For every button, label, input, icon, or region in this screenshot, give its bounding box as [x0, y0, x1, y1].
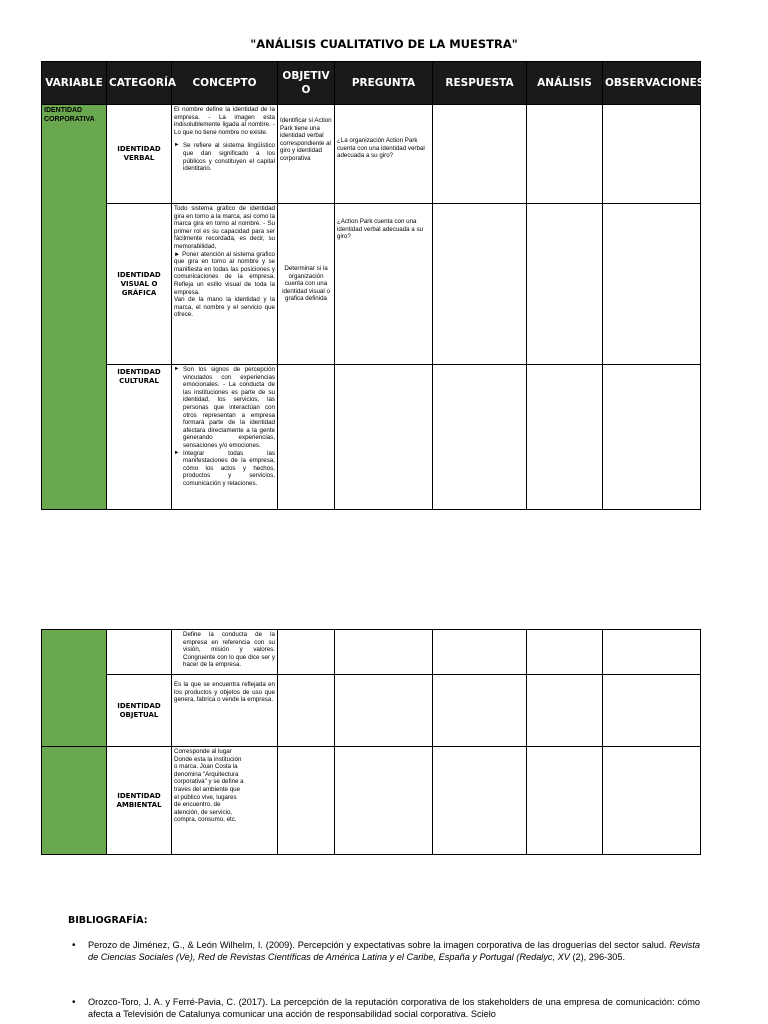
- question-cell: [335, 630, 433, 675]
- category-cell: IDENTIDAD CULTURAL: [107, 365, 172, 510]
- answer-cell: [433, 675, 527, 747]
- reference-text: Perozo de Jiménez, G., & León Wilhelm, I. (2009). Percepción y expectativas sobre la imagen corporativa de las droguerías del sector salud.: [88, 940, 670, 950]
- table-row: [42, 105, 701, 204]
- concept-cell: Define la conducta de la empresa en referencia con su visión, misión y valores. Congruente con lo que dice ser y hacer de la empresa.: [172, 630, 278, 675]
- question-cell: ¿La organización Action Park cuenta con una identidad verbal adecuada a su giro?: [335, 105, 433, 204]
- objective-cell: [278, 630, 335, 675]
- concept-text: Todo sistema grafico de identidad gira en torno a la marca, así como la marca gira en torno al nombre. - Su primer rol es su capacidad para ser fácilmente recordada, es decir, su memorabilidad,: [174, 205, 275, 250]
- answer-cell: [433, 105, 527, 204]
- concept-cell: [172, 105, 278, 204]
- objective-cell: [278, 675, 335, 747]
- table-row: [42, 204, 701, 365]
- category-cell: IDENTIDAD VERBAL: [107, 105, 172, 204]
- bibliography-entry: [88, 940, 700, 963]
- concept-text: ► Poner atención al sistema grafico que gira en torno al nombre y se manifiesta en todas las posiciones y comunicaciones de la empresa. Refleja un estilo visual de toda la empresa.: [174, 250, 275, 296]
- reference-journal: Revista de Ciencias Sociales (Ve), Red de Revistas Científicas de América Latina y el Caribe, España y Portugal (Redalyc, XV: [88, 940, 700, 962]
- analysis-cell: [527, 204, 603, 365]
- question-cell: [335, 365, 433, 510]
- analysis-cell: [527, 365, 603, 510]
- observations-cell: [603, 630, 701, 675]
- header-objetivo: OBJETIV O: [278, 62, 335, 105]
- concept-bullet: ► Integrar todas las manifestaciones de la empresa, cómo los actos y hechos, productos y servicios, comunicación y relaciones.: [174, 450, 275, 488]
- concept-bullet: ► Son los signos de percepción vinculados con experiencias emocionales. - La conducta de las instituciones es parte de su identidad, los servicios, las personas que interactúan con otros representan a empresa formará parte de la identidad afectara directamente a la gente generando experiencias, sensaciones y/o emociones.: [174, 366, 275, 450]
- variable-cell: [42, 630, 107, 747]
- concept-cell: [172, 747, 278, 855]
- answer-cell: [433, 630, 527, 675]
- question-cell: ¿Action Park cuenta con una identidad verbal adecuada a su giro?: [335, 204, 433, 365]
- concept-cell: Es la que se encuentra reflejada en los productos y objetos de uso que genera, fabrica o vende la empresa.: [172, 675, 278, 747]
- analysis-table-continued: [41, 629, 701, 855]
- observations-cell: [603, 365, 701, 510]
- bibliography-title: BIBLIOGRAFÍA:: [68, 915, 148, 926]
- answer-cell: [433, 365, 527, 510]
- analysis-cell: [527, 105, 603, 204]
- concept-cell: [172, 365, 278, 510]
- concept-text: El nombre define la identidad de la empresa. - La imagen esta indisolublemente ligada al nombre. - Lo que no tiene nombre no existe.: [174, 106, 275, 136]
- question-cell: [335, 747, 433, 855]
- table-header-row: [42, 62, 701, 105]
- observations-cell: [603, 105, 701, 204]
- concept-text: Van de la mano la identidad y la marca, el nombre y el servicio que ofrece.: [174, 296, 275, 319]
- table-row: [42, 630, 701, 675]
- objective-cell: [278, 365, 335, 510]
- objective-cell: [278, 747, 335, 855]
- observations-cell: [603, 204, 701, 365]
- category-cell: IDENTIDAD OBJETUAL: [107, 675, 172, 747]
- table-row: [42, 675, 701, 747]
- objective-cell: Identificar si Action Park tiene una identidad verbal correspondiente al giro y identidad corporativa: [278, 105, 335, 204]
- header-categoria: CATEGORÍA: [107, 62, 172, 105]
- concept-bullet: ► Se refiere al sistema lingüístico que dan significado a los públicos y constituyen el capital identitario.: [174, 142, 275, 172]
- bibliography-entry: [88, 997, 700, 1020]
- answer-cell: [433, 204, 527, 365]
- header-analisis: ANÁLISIS: [527, 62, 603, 105]
- objective-cell: Determinar si la organización cuenta con una identidad visual o grafica definida: [278, 204, 335, 365]
- table-row: [42, 747, 701, 855]
- reference-tail: (2), 296-305.: [569, 951, 626, 962]
- analysis-cell: [527, 747, 603, 855]
- variable-cell: IDENTIDAD CORPORATIVA: [42, 105, 107, 510]
- category-cell: [107, 630, 172, 675]
- header-pregunta: PREGUNTA: [335, 62, 433, 105]
- header-variable: VARIABLE: [42, 62, 107, 105]
- observations-cell: [603, 747, 701, 855]
- observations-cell: [603, 675, 701, 747]
- category-cell: IDENTIDAD AMBIENTAL: [107, 747, 172, 855]
- header-respuesta: RESPUESTA: [433, 62, 527, 105]
- category-cell: IDENTIDAD VISUAL O GRÁFICA: [107, 204, 172, 365]
- concept-text: Corresponde al lugar Donde esta la institución o marca. Joan Costa la denomina "Arquitectura corporativa" y se define a traves del ambiente que el público vive, lugares de encuentro, de atención, de servicio, compra, consumo, etc.: [174, 748, 244, 824]
- analysis-table: [41, 61, 705, 510]
- answer-cell: [433, 747, 527, 855]
- analysis-cell: [527, 630, 603, 675]
- header-concepto: CONCEPTO: [172, 62, 278, 105]
- page-title: "ANÁLISIS CUALITATIVO DE LA MUESTRA": [250, 37, 518, 51]
- variable-cell: [42, 747, 107, 855]
- table-row: [42, 365, 701, 510]
- analysis-cell: [527, 675, 603, 747]
- reference-text: Orozco-Toro, J. A. y Ferré-Pavia, C. (2017). La percepción de la reputación corporativa de los stakeholders de una empresa de comunicación: cómo afecta a Televisión de Catalunya comunicar una acción de responsabilidad social corporativa. Scielo: [88, 997, 700, 1019]
- concept-cell: [172, 204, 278, 365]
- question-cell: [335, 675, 433, 747]
- header-observaciones: OBSERVACIONES: [603, 62, 701, 105]
